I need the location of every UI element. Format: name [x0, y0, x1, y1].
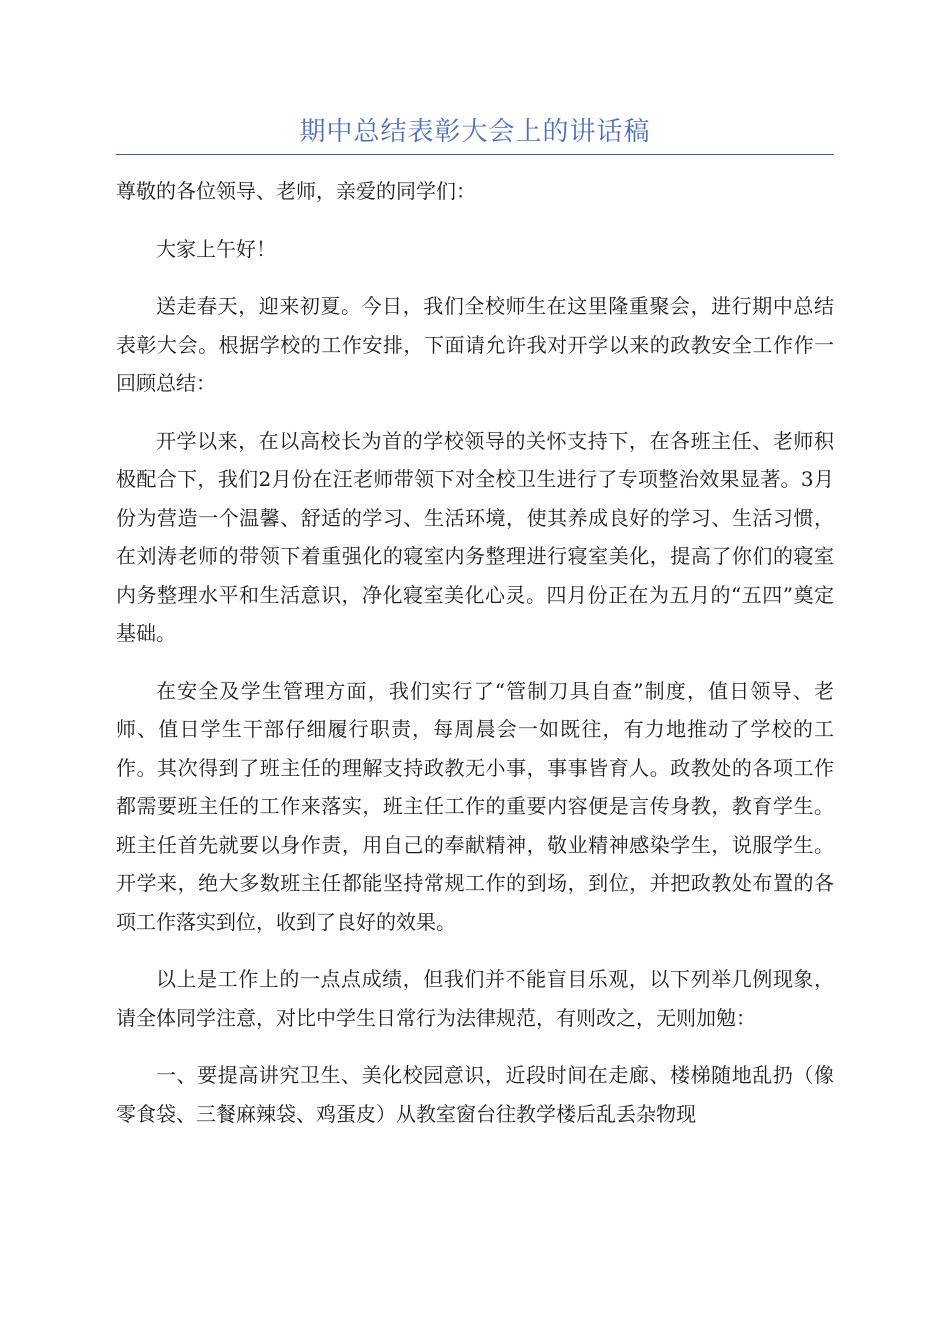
- paragraph: 送走春天，迎来初夏。今日，我们全校师生在这里隆重聚会，进行期中总结表彰大会。根据学校的工作安排，下面请允许我对开学以来的政教安全工作作一回顾总结：: [116, 294, 834, 395]
- paragraph: 在安全及学生管理方面，我们实行了“管制刀具自查”制度，值日领导、老师、值日学生干部仔细履行职责，每周晨会一如既往，有力地推动了学校的工作。其次得到了班主任的理解支持政教无小事，事事皆育人。政教处的各项工作都需要班主任的工作来落实，班主任工作的重要内容便是言传身教，教育学生。班主任首先就要以身作责，用自己的奉献精神，敬业精神感染学生，说服学生。开学来，绝大多数班主任都能坚持常规工作的到场，到位，并把政教处布置的各项工作落实到位，收到了良好的效果。: [116, 678, 834, 934]
- paragraph: 一、要提高讲究卫生、美化校园意识，近段时间在走廊、楼梯随地乱扔（像零食袋、三餐麻辣袋、鸡蛋皮）从教室窗台往教学楼后乱丢杂物现: [116, 1063, 834, 1126]
- document-title: 期中总结表彰大会上的讲话稿: [299, 117, 651, 147]
- document-body: [116, 172, 834, 1152]
- paragraph-salutation: 尊敬的各位领导、老师，亲爱的同学们：: [116, 179, 476, 203]
- title-underline: [116, 154, 834, 155]
- paragraph: 开学以来，在以高校长为首的学校领导的关怀支持下，在各班主任、老师积极配合下，我们2月份在汪老师带领下对全校卫生进行了专项整治效果显著。3月份为营造一个温馨、舒适的学习、生活环境，使其养成良好的学习、生活习惯，在刘涛老师的带领下着重强化的寝室内务整理进行寝室美化，提高了你们的寝室内务整理水平和生活意识，净化寝室美化心灵。四月份正在为五月的“五四”奠定基础。: [116, 428, 834, 645]
- paragraph: 以上是工作上的一点点成绩，但我们并不能盲目乐观，以下列举几例现象，请全体同学注意，对比中学生日常行为法律规范，有则改之，无则加勉：: [116, 967, 834, 1030]
- paragraph-greeting: 大家上午好！: [156, 236, 276, 261]
